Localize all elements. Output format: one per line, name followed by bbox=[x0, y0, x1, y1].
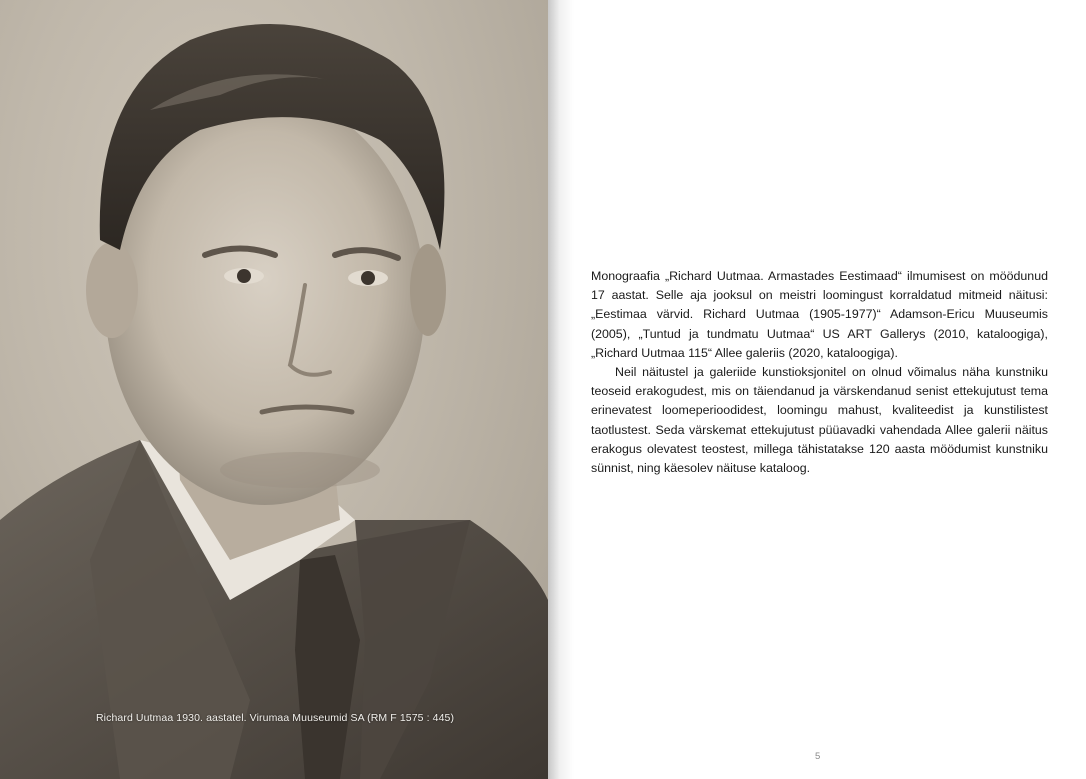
page-gutter-shadow bbox=[548, 0, 574, 779]
body-text bbox=[591, 267, 1048, 478]
paragraph: Neil näitustel ja galeriide kunstioksjonitel on olnud võimalus näha kunstniku teoseid erakogudest, mis on täiendanud ja värskendanud senist ettekujutust tema erinevatest loomeperioodidest, loomingu mahust, kvaliteedist ja kunstilistest taotlustest. Seda värskemat ettekujutust püüavadki vahendada Allee galerii näitus erakogus olevatest teostest, millega tähistatakse 120 aasta möödumist kunstniku sünnist, ning käesolev näituse kataloog. bbox=[591, 365, 1048, 476]
page-number: 5 bbox=[815, 751, 821, 762]
photo-caption: Richard Uutmaa 1930. aastatel. Virumaa Muuseumid SA (RM F 1575 : 445) bbox=[96, 712, 455, 724]
paragraph: Monograafia „Richard Uutmaa. Armastades Eestimaad“ ilmumisest on möödunud 17 aastat. Selle aja jooksul on meistri loomingust korraldatud mitmeid näitusi: „Eestimaa värvid. Richard Uutmaa (1905-1977)“ Adamson-Ericu Muuseumis (2005), „Tuntud ja tundmatu Uutmaa“ US ART Gallerys (2010, kataloogiga), „Richard Uutmaa 115“ Allee galeriis (2020, kataloogiga). bbox=[591, 269, 1048, 360]
